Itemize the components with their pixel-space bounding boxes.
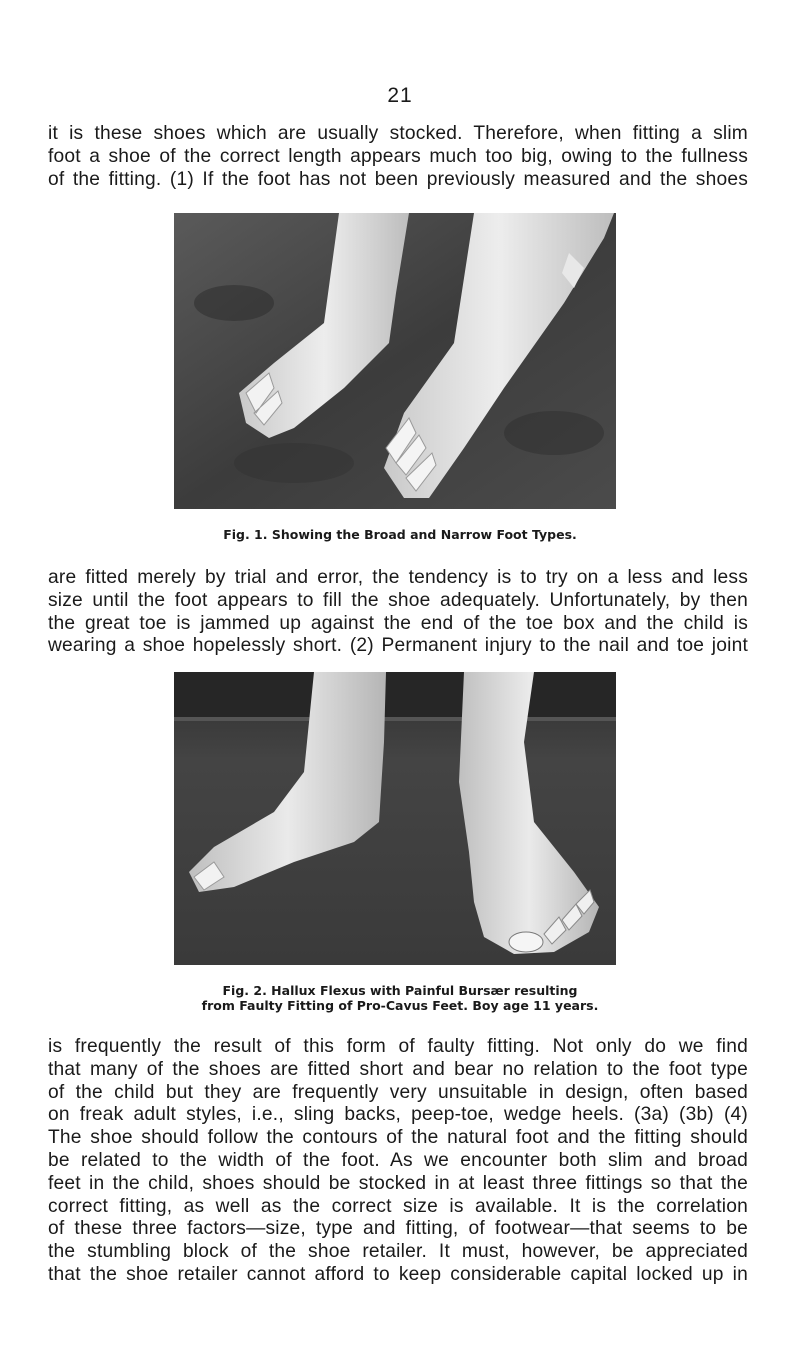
paragraph-3 <box>48 1036 748 1287</box>
hallux-flexus-feet-photo <box>174 672 616 965</box>
text-line: correct fitting, as well as the correct size is available. It is the correlation <box>48 1195 748 1217</box>
text-line: that the shoe retailer cannot afford to keep considerable capital locked up in <box>48 1263 748 1285</box>
text-line: size until the foot appears to fill the shoe adequately. Unfortunately, by then <box>48 589 748 611</box>
caption-line: from Faulty Fitting of Pro-Cavus Feet. Boy age 11 years. <box>201 997 599 1013</box>
figure-1-photo <box>174 213 616 509</box>
figure-2-photo <box>174 672 616 965</box>
text-line: the stumbling block of the shoe retailer. It must, however, be appreciated <box>48 1241 748 1263</box>
figure-2-caption <box>0 984 800 1013</box>
text-line: foot a shoe of the correct length appears much too big, owing to the fullness <box>48 145 748 167</box>
text-line: be related to the width of the foot. As we encounter both slim and broad <box>48 1149 748 1171</box>
paragraph-1 <box>48 123 748 191</box>
text-line: wearing a shoe hopelessly short. (2) Permanent injury to the nail and toe joint <box>48 635 748 657</box>
text-line: it is these shoes which are usually stocked. Therefore, when fitting a slim <box>48 123 748 144</box>
text-line: is frequently the result of this form of faulty fitting. Not only do we find <box>48 1036 748 1057</box>
text-line: on freak adult styles, i.e., sling backs, peep-toe, wedge heels. (3a) (3b) (4) <box>48 1104 748 1126</box>
text-line: of the child but they are frequently very unsuitable in design, often based <box>48 1081 748 1103</box>
caption-line: Fig. 2. Hallux Flexus with Painful Bursær resulting <box>222 983 578 998</box>
page-number: 21 <box>387 84 413 107</box>
figure-1-caption: Fig. 1. Showing the Broad and Narrow Foot Types. <box>223 527 577 542</box>
text-line: are fitted merely by trial and error, the tendency is to try on a less and less <box>48 567 748 588</box>
text-line: of the fitting. (1) If the foot has not been previously measured and the shoes <box>48 168 748 190</box>
text-line: the great toe is jammed up against the end of the toe box and the child is <box>48 612 748 634</box>
text-line: that many of the shoes are fitted short and bear no relation to the foot type <box>48 1058 748 1080</box>
text-line: of these three factors—size, type and fitting, of footwear—that seems to be <box>48 1218 748 1240</box>
text-line: feet in the child, shoes should be stocked in at least three fittings so that the <box>48 1172 748 1194</box>
text-line: The shoe should follow the contours of the natural foot and the fitting should <box>48 1127 748 1149</box>
broad-narrow-feet-photo <box>174 213 616 509</box>
paragraph-2 <box>48 567 748 658</box>
